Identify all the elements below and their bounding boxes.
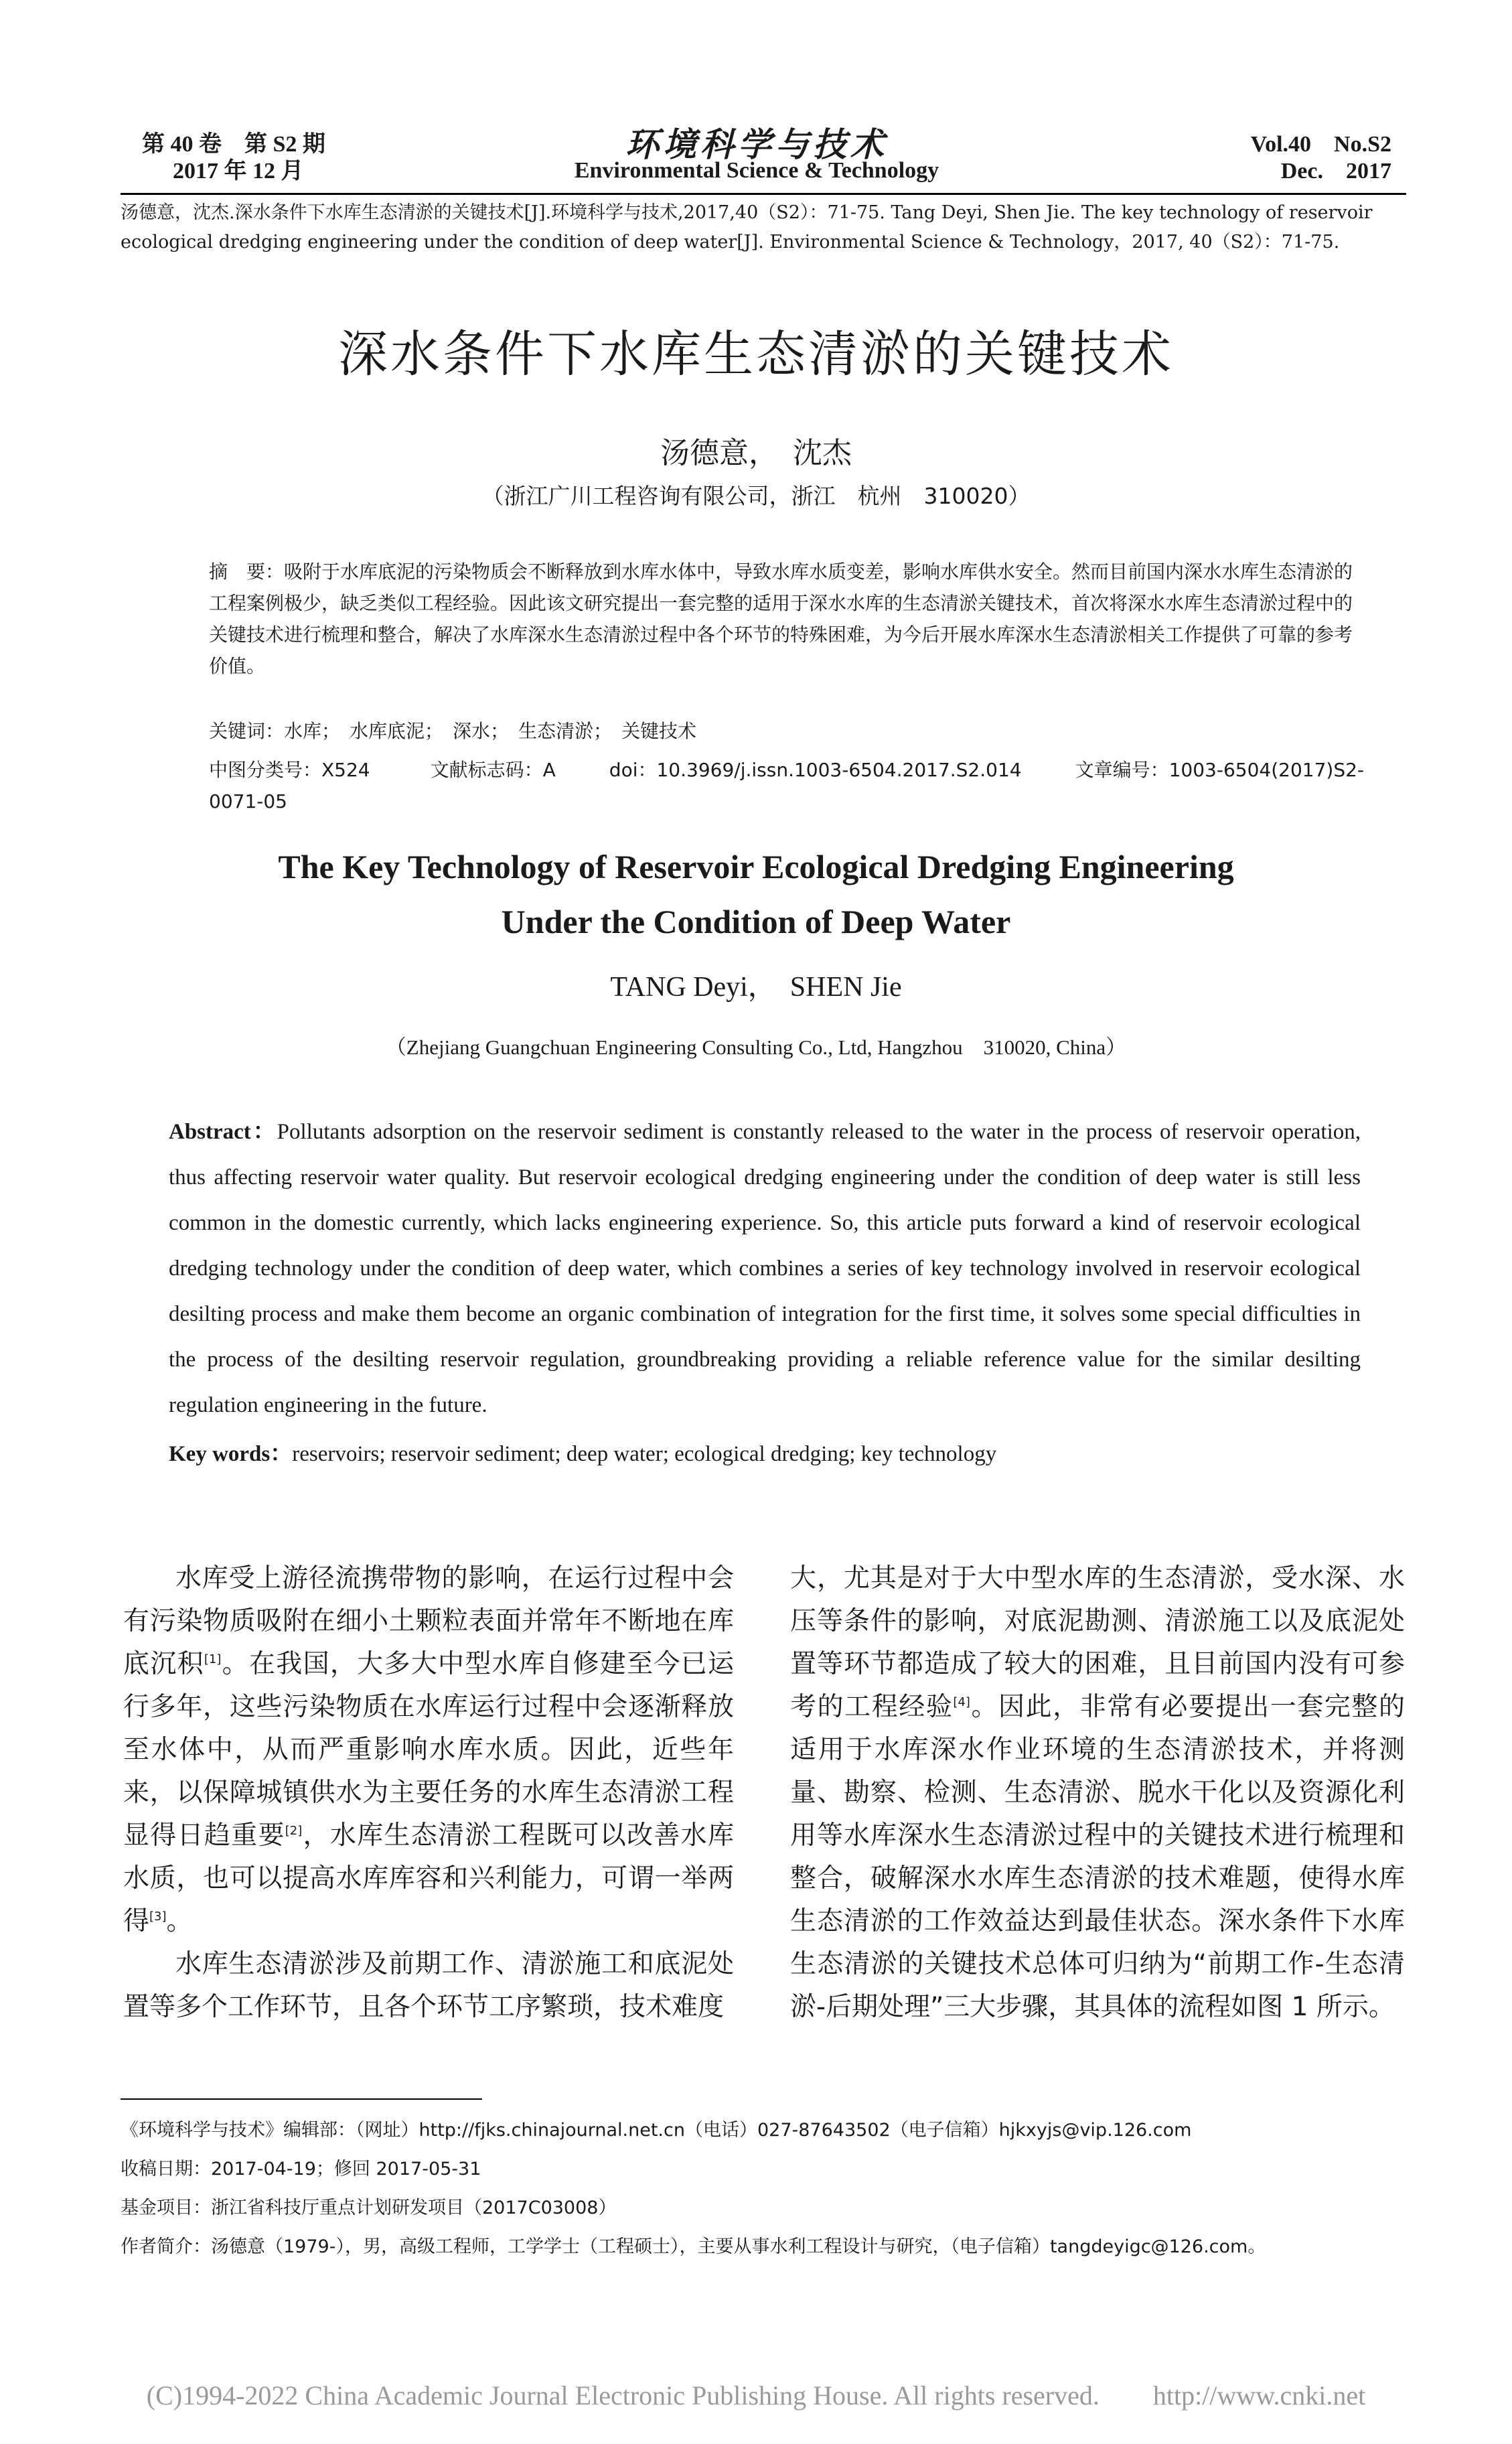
body-text: ，水库生态清淤工程既可以改善水库水质，也可以提高水库库容和兴利能力，可谓一举两得: [123, 1820, 734, 1936]
citation-line: 汤德意，沈杰.深水条件下水库生态清淤的关键技术[J].环境科学与技术,2017,40（S2）：71-75. Tang Deyi, Shen Jie. The key technology of reservoir ecological dredging engineering under the condition of deep water[J]. Environmental Science & Technology，2017, 40（S2）：71-75.: [121, 202, 1373, 253]
footnote-fund: 基金项目：浙江省科技厅重点计划研发项目（2017C03008）: [121, 2198, 617, 2218]
paper-title-cn: 深水条件下水库生态清淤的关键技术: [338, 326, 1174, 383]
document-code: 文献标志码：A: [430, 759, 556, 781]
header-volume-issue-en: Vol.40 No.S2: [1250, 132, 1391, 157]
abstract-cn-label: 摘 要：: [209, 561, 285, 583]
keywords-cn-label: 关键词：: [209, 720, 285, 742]
body-paragraph-2-continued: [790, 1557, 1405, 2029]
keywords-cn: [209, 715, 1361, 747]
header-volume-issue-cn: 第 40 卷 第 S2 期: [142, 132, 325, 157]
keywords-en: [169, 1431, 1361, 1477]
reference-4[interactable]: [4]: [953, 1695, 970, 1709]
doi: doi：10.3969/j.issn.1003-6504.2017.S2.014: [609, 759, 1022, 781]
authors-en: TANG Deyi， SHEN Jie: [610, 972, 902, 1003]
keywords-en-label: Key words：: [169, 1442, 293, 1466]
reference-1[interactable]: [1]: [204, 1652, 222, 1666]
body-left-column: [123, 1557, 734, 2029]
reference-2[interactable]: [2]: [285, 1824, 303, 1838]
classification-line: [209, 754, 1414, 817]
keywords-cn-text: 水库； 水库底泥； 深水； 生态清淤； 关键技术: [284, 720, 697, 742]
body-paragraph-2: 水库生态清淤涉及前期工作、清淤施工和底泥处置等多个工作环节，且各个环节工序繁琐，技术难度: [123, 1949, 734, 2022]
abstract-en-label: Abstract：: [169, 1120, 277, 1144]
article-number: 文章编号：1003-6504(2017)S2-0071-05: [209, 759, 1365, 812]
body-text: 。: [166, 1906, 193, 1936]
body-right-column: [790, 1557, 1405, 2029]
body-text: 水库受上游径流携带物的影响，在运行过程中会有污染物质吸附在细小土颗粒表面并常年不断地在库底沉积: [123, 1563, 734, 1679]
keywords-en-text: reservoirs; reservoir sediment; deep water; ecological dredging; key technology: [292, 1442, 997, 1466]
journal-name-en: Environmental Science & Technology: [574, 158, 939, 183]
affiliation-cn: （浙江广川工程咨询有限公司，浙江 杭州 310020）: [481, 483, 1031, 509]
abstract-cn-text: 吸附于水库底泥的污染物质会不断释放到水库水体中，导致水库水质变差，影响水库供水安全。然而目前国内深水水库生态清淤的工程案例极少，缺乏类似工程经验。因此该文研究提出一套完整的适用于深水水库的生态清淤关键技术，首次将深水水库生态清淤过程中的关键技术进行梳理和整合，解决了水库深水生态清淤过程中各个环节的特殊困难，为今后开展水库深水生态清淤相关工作提供了可靠的参考价值。: [209, 561, 1353, 677]
authors-cn: 汤德意， 沈杰: [660, 436, 852, 470]
paper-title-en-line1: The Key Technology of Reservoir Ecological Dredging Engineering: [278, 848, 1234, 885]
copyright-footer: (C)1994-2022 China Academic Journal Electronic Publishing House. All rights reserved. http://www.cnki.net: [146, 2380, 1366, 2411]
body-paragraph-1: [123, 1557, 734, 1943]
body-text: 。在我国，大多大中型水库自修建至今已运行多年，这些污染物质在水库运行过程中会逐渐释放至水体中，从而严重影响水库水质。因此，近些年来，以保障城镇供水为主要任务的水库生态清淤工程显得日趋重要: [123, 1649, 734, 1851]
abstract-en-text: Pollutants adsorption on the reservoir sediment is constantly released to the water in the process of reservoir operation, thus affecting reservoir water quality. But reservoir ecological dredging engineering under the condition of deep water is still less common in the domestic currently, which lacks engineering experience. So, this article puts forward a kind of reservoir ecological dredging technology under the condition of deep water, which combines a series of key technology involved in reservoir ecological desilting process and make them become an organic combination of integration for the first time, it solves some special difficulties in the process of the desilting reservoir regulation, groundbreaking providing a reliable reference value for the similar desilting regulation engineering in the future.: [169, 1120, 1361, 1417]
body-text: 大，尤其是对于大中型水库的生态清淤，受水深、水压等条件的影响，对底泥勘测、清淤施工以及底泥处置等环节都造成了较大的困难，且目前国内没有可参考的工程经验: [790, 1563, 1405, 1722]
journal-logo: 环境科学与技术: [625, 125, 888, 164]
reference-3[interactable]: [3]: [149, 1910, 167, 1924]
footnote-rule: [121, 2098, 482, 2100]
affiliation-en: （Zhejiang Guangchuan Engineering Consulting Co., Ltd, Hangzhou 310020, China）: [385, 1035, 1127, 1059]
footnote-editorial: 《环境科学与技术》编辑部：（网址）http://fjks.chinajournal.net.cn（电话）027-87643502（电子信箱）hjkxyjs@vip.126.com: [121, 2120, 1192, 2141]
clc-number: 中图分类号：X524: [209, 759, 370, 781]
footnote-dates: 收稿日期：2017-04-19；修回 2017-05-31: [121, 2159, 481, 2179]
header-date-cn: 2017 年 12 月: [173, 159, 304, 184]
header-rule: [121, 193, 1406, 195]
header-date-en: Dec. 2017: [1280, 159, 1391, 184]
footnote-author: 作者简介：汤德意（1979-），男，高级工程师，工学学士（工程硕士），主要从事水利工程设计与研究，（电子信箱）tangdeyigc@126.com。: [121, 2236, 1266, 2257]
abstract-en: [169, 1109, 1361, 1428]
paper-title-en-line2: Under the Condition of Deep Water: [501, 903, 1011, 940]
body-text: 。因此，非常有必要提出一套完整的适用于水库深水作业环境的生态清淤技术，并将测量、勘察、检测、生态清淤、脱水干化以及资源化利用等水库深水生态清淤过程中的关键技术进行梳理和整合，破解深水水库生态清淤的技术难题，使得水库生态清淤的工作效益达到最佳状态。深水条件下水库生态清淤的关键技术总体可归纳为“前期工作-生态清淤-后期处理”三大步骤，其具体的流程如图 1 所示。: [790, 1692, 1405, 2022]
abstract-cn: [209, 556, 1361, 682]
